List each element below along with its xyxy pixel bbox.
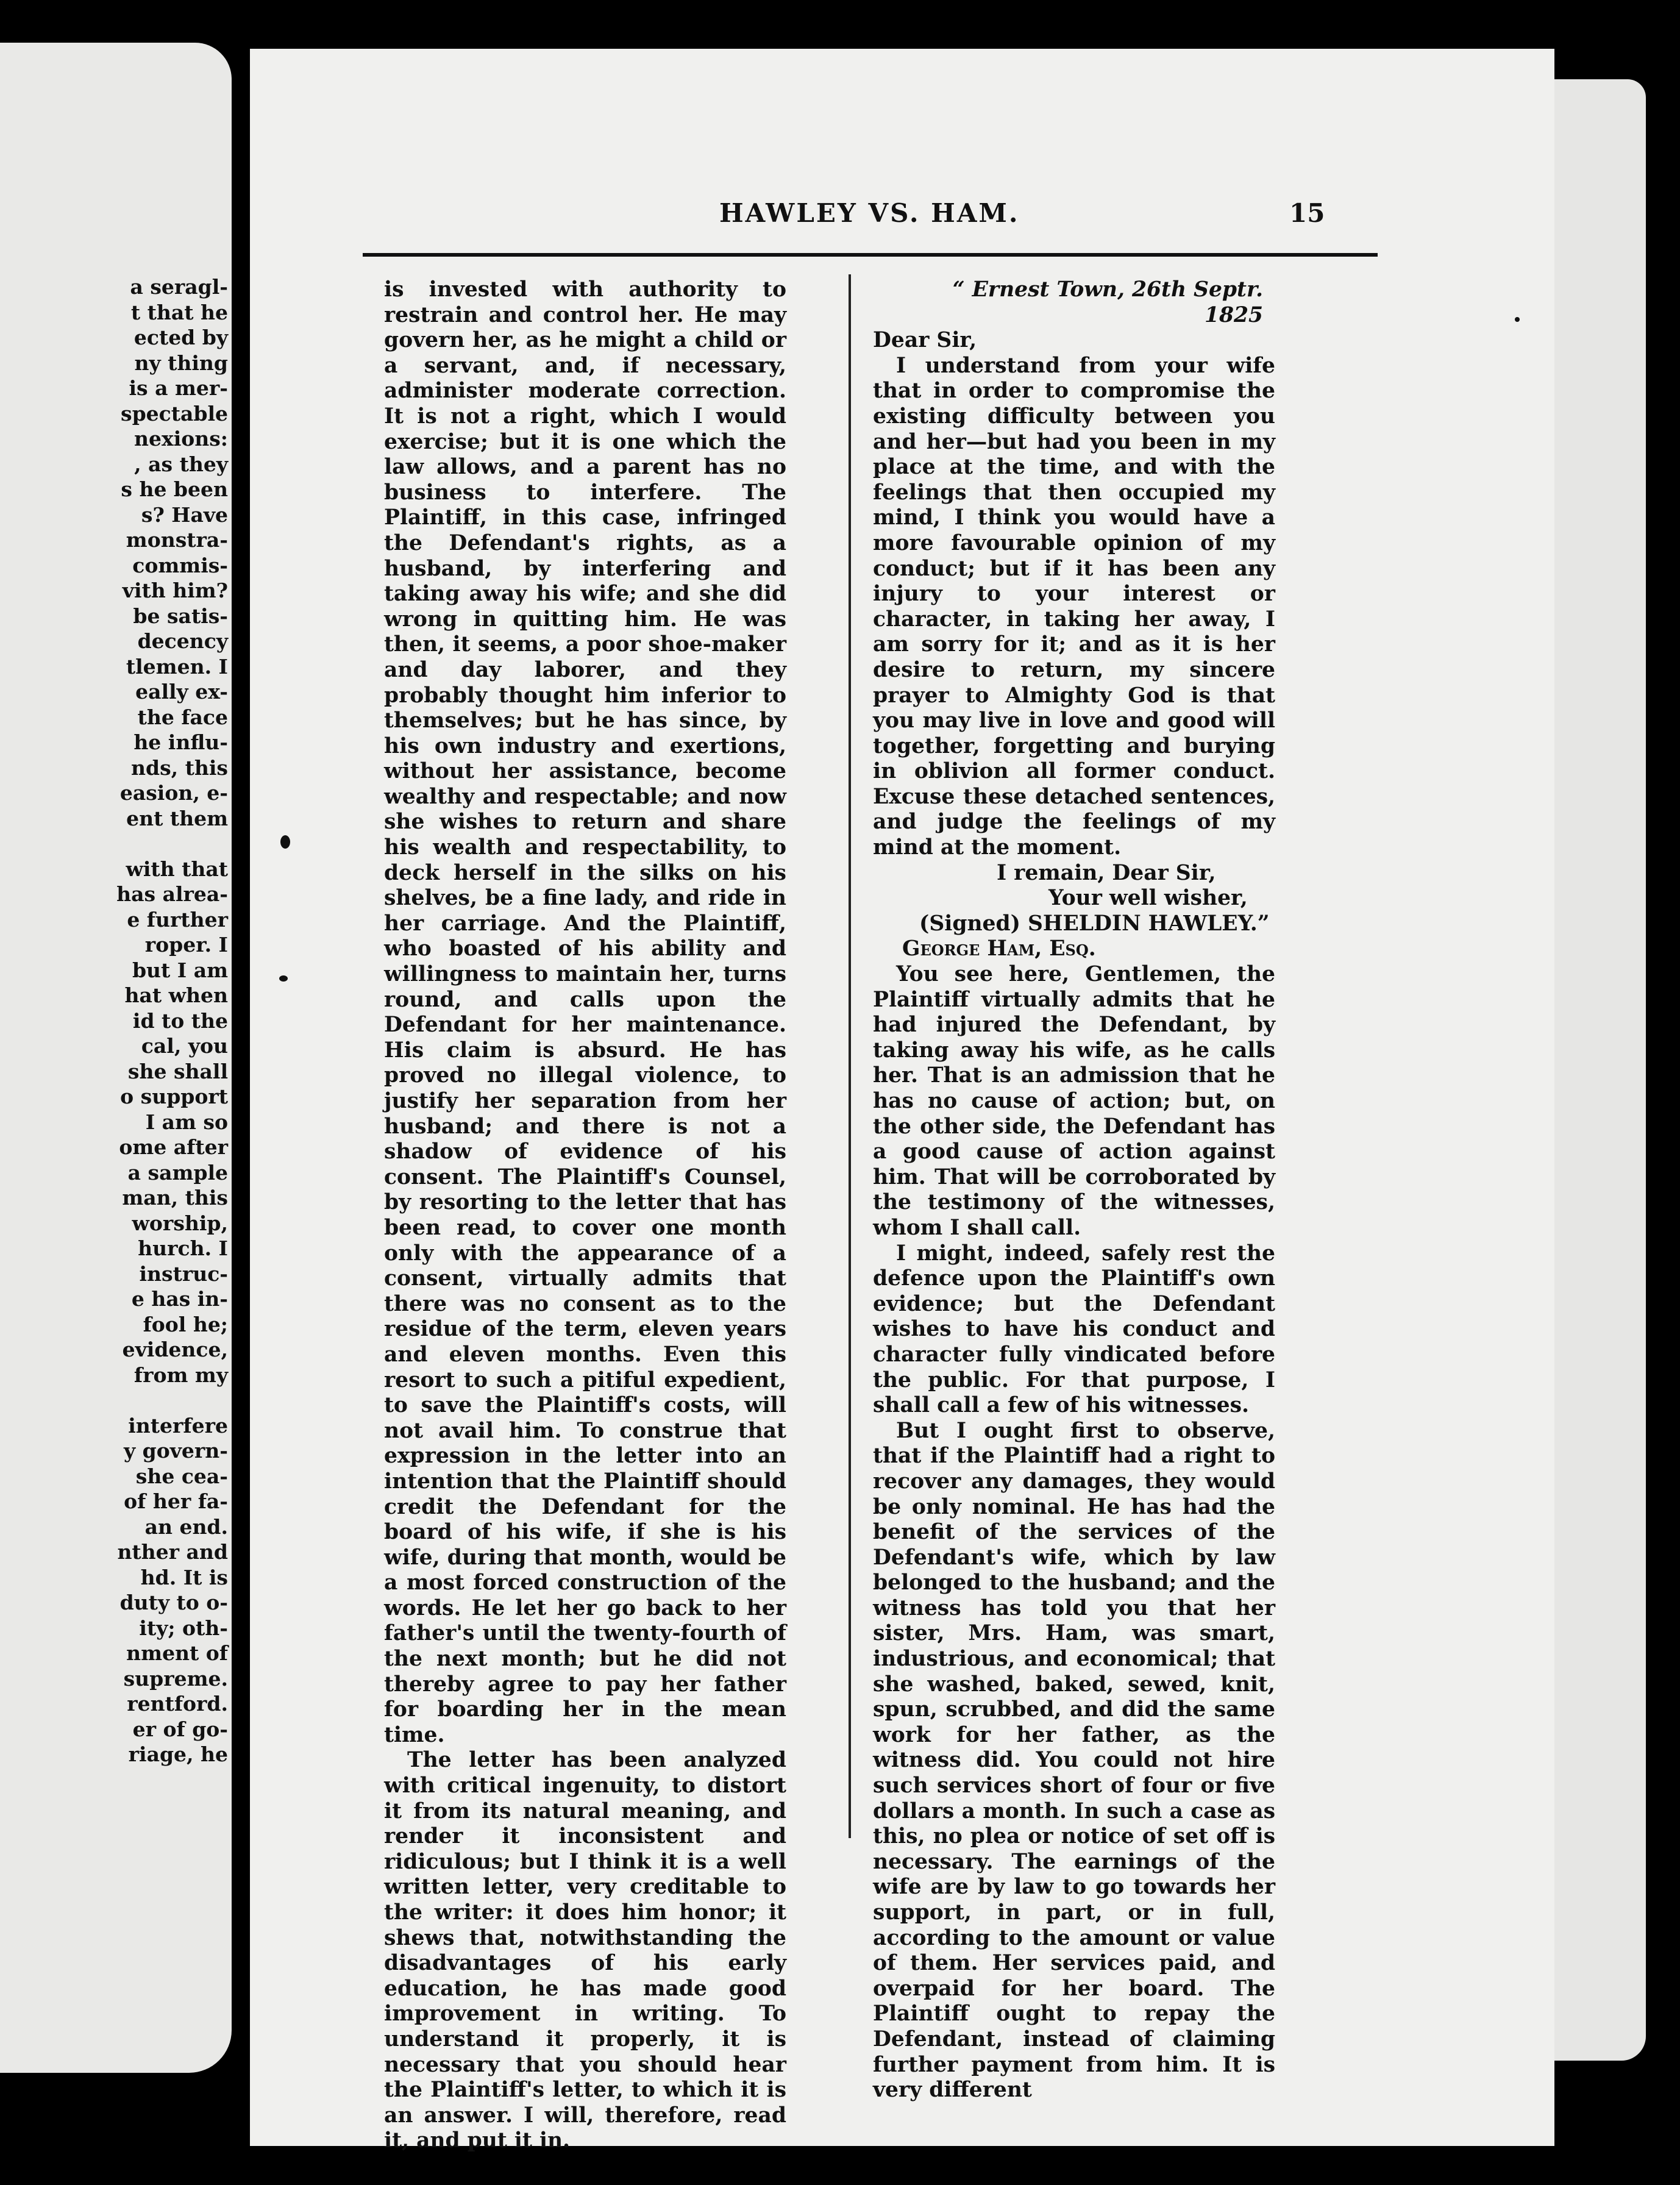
- paragraph: I might, indeed, safely rest the defence upon the Plaintiff's own evidence; but the Defendant wishes to have his conduct and character fully vindicated before the public. For that purpose, I shall call a few of his witnesses.: [873, 1241, 1275, 1418]
- quoted-letter: [873, 277, 1275, 962]
- facing-page-line: cal, you: [141, 1034, 228, 1058]
- facing-page-line: ome after: [119, 1135, 228, 1159]
- paragraph: You see here, Gentlemen, the Plaintiff virtually admits that he had injured the Defendant, by taking away his wife, as he calls her. That is an admission that he has no cause of action; but, on the other side, the Defendant has a good cause of action against him. That will be corroborated by the testimony of the witnesses, whom I shall call.: [873, 962, 1275, 1240]
- facing-page-line: ny thing: [134, 351, 228, 375]
- ink-speck: [279, 975, 288, 982]
- letter-body: I understand from your wife that in order to compromise the existing difficulty between you and her—but had you been in my place at the time, and with the feelings that then occupied my mind, I think you would have a more favourable opinion of my conduct; but if it has been any injury to your interest or character, in taking her away, I am sorry for it; and as it is her desire to return, my sincere prayer to Almighty God is that you may live in love and good will together, forgetting and burying in oblivion all former conduct. Excuse these detached sentences, and judge the feelings of my mind at the moment.: [873, 353, 1275, 860]
- facing-page-line: , as they: [134, 452, 228, 476]
- facing-page-line: e has in-: [131, 1287, 228, 1311]
- facing-page-line: decency: [137, 629, 228, 653]
- facing-page-line: nexions:: [134, 427, 228, 451]
- page-number: 15: [1289, 198, 1325, 228]
- facing-page-line: man, this: [122, 1186, 228, 1210]
- ink-speck: [280, 835, 290, 849]
- facing-page-line: a seragl-: [130, 275, 228, 299]
- letter-closing: I remain, Dear Sir,: [997, 860, 1216, 885]
- facing-page-line: worship,: [132, 1211, 228, 1235]
- facing-page-line: ity; oth-: [139, 1616, 228, 1640]
- running-head: HAWLEY VS. HAM.: [719, 198, 1020, 228]
- facing-page-line: an end.: [144, 1514, 228, 1539]
- letter-date-line: “ Ernest Town, 26th Septr. 1825: [952, 277, 1263, 327]
- facing-page-line: e further: [127, 907, 228, 932]
- facing-page-line: with that: [126, 857, 228, 881]
- facing-page-line: instruc-: [139, 1261, 228, 1286]
- facing-page-line: I am so: [145, 1110, 228, 1134]
- letter-well-wisher: Your well wisher,: [1048, 886, 1248, 911]
- facing-page-line: fool he;: [143, 1312, 228, 1336]
- facing-page-line: s? Have: [141, 502, 228, 527]
- facing-page-line: duty to o-: [119, 1591, 228, 1614]
- facing-page-line: hat when: [124, 983, 228, 1007]
- facing-page-line: but I am: [132, 958, 228, 982]
- facing-page-line: nther and: [117, 1540, 228, 1564]
- facing-page-line: easion, e-: [119, 781, 228, 805]
- facing-page-line: is a mer-: [129, 376, 228, 400]
- facing-page-line: interfere: [128, 1413, 228, 1438]
- facing-page-line: supreme.: [123, 1666, 228, 1691]
- facing-page-line: a sample: [127, 1160, 228, 1185]
- facing-page-line: the face: [137, 705, 228, 729]
- facing-page-line: t that he: [130, 300, 228, 324]
- facing-page-line: o support: [120, 1085, 228, 1108]
- facing-page-fragment: [0, 43, 232, 2073]
- paragraph: The letter has been analyzed with critical ingenuity, to distort it from its natural meaning, and render it inconsistent and ridiculous; but I think it is a well written letter, very creditable to the writer: it does him honor; it shews that, notwithstanding the disadvantages of his early education, he has made good improvement in writing. To understand it properly, it is necessary that you should hear the Plaintiff's letter, to which it is an answer. I will, therefore, read it, and put it in.: [384, 1748, 786, 2153]
- facing-page-line: he influ-: [133, 730, 228, 754]
- facing-page-line: she shall: [127, 1059, 228, 1083]
- facing-page-line: from my: [133, 1363, 228, 1387]
- facing-page-line: riage, he: [128, 1742, 228, 1766]
- facing-page-line: tlemen. I: [126, 654, 228, 679]
- left-column: [384, 277, 786, 2154]
- facing-page-line: monstra-: [126, 528, 228, 552]
- facing-page-line: vith him?: [122, 579, 228, 602]
- header-rule: [363, 253, 1378, 257]
- facing-page-line: id to the: [132, 1008, 228, 1033]
- facing-page-line: rentford.: [127, 1692, 228, 1716]
- facing-page-line: y govern-: [124, 1439, 228, 1463]
- column-divider: [849, 274, 851, 1838]
- facing-page-line: hd. It is: [140, 1565, 228, 1589]
- paragraph: But I ought first to observe, that if the Plaintiff had a right to recover any damages, they would be only nominal. He has had the benefit of the services of the Defendant's wife, which by law belonged to the husband; and the witness has told you that her sister, Mrs. Ham, was smart, industrious, and economical; that she washed, baked, sewed, knit, spun, scrubbed, and did the same work for her father, as the witness did. You could not hire such services short of four or five dollars a month. In such a case as this, no plea or notice of set off is necessary. The earnings of the wife are by law to go towards her support, in part, or in full, according to the amount or value of them. Her services paid, and overpaid for her board. The Plaintiff ought to repay the Defendant, instead of claiming further payment from him. It is very different: [873, 1418, 1275, 2103]
- facing-page-line: spectable: [121, 401, 228, 426]
- facing-page-line: roper. I: [144, 933, 228, 957]
- facing-page-line: nment of: [126, 1641, 228, 1665]
- facing-page-line: ected by: [133, 326, 228, 349]
- book-page: [250, 49, 1554, 2153]
- facing-page-line: has alrea-: [116, 882, 228, 906]
- paragraph: is invested with authority to restrain and control her. He may govern her, as he might a child or a servant, and, if necessary, administer moderate correction. It is not a right, which I would exercise; but it is one which the law allows, and a parent has no business to interfere. The Plaintiff, in this case, infringed the Defendant's rights, as a husband, by interfering and taking away his wife; and she did wrong in quitting him. He was then, it seems, a poor shoe-maker and day laborer, and they probably thought him inferior to themselves; but he has since, by his own industry and exertions, without her assistance, become wealthy and respectable; and now she wishes to return and share his wealth and respectability, to deck herself in the silks on his shelves, be a fine lady, and ride in her carriage. And the Plaintiff, who boasted of his ability and willingness to maintain her, turns round, and calls upon the Defendant for her maintenance. His claim is absurd. He has proved no illegal violence, to justify her separation from her husband; and there is not a shadow of evidence of his consent. The Plaintiff's Counsel, by resorting to the letter that has been read, to cover one month only with the appearance of a consent, virtually admits that there was no consent as to the residue of the term, eleven years and eleven months. Even this resort to such a pitiful expedient, to save the Plaintiff's costs, will not avail him. To construe that expression in the letter into an intention that the Plaintiff should credit the Defendant for the board of his wife, if she is his wife, during that month, would be a most forced construction of the words. He let her go back to her father's until the twenty-fourth of the next month; but he did not thereby agree to pay her father for boarding her in the mean time.: [384, 277, 786, 1747]
- facing-page-line: hurch. I: [138, 1236, 228, 1260]
- letter-addressee: George Ham, Esq.: [902, 936, 1096, 961]
- right-column: [873, 277, 1275, 2103]
- facing-page-line: evidence,: [122, 1338, 228, 1361]
- facing-page-line: nds, this: [131, 755, 228, 780]
- facing-page-line: er of go-: [132, 1717, 228, 1741]
- facing-page-line: she cea-: [135, 1464, 228, 1488]
- facing-page-line: ent them: [126, 806, 228, 830]
- facing-page-line: of her fa-: [124, 1489, 228, 1513]
- facing-page-line: eally ex-: [135, 680, 228, 704]
- page-header: [250, 49, 1554, 268]
- facing-page-line: be satis-: [133, 604, 228, 628]
- facing-page-line: commis-: [132, 553, 228, 577]
- ink-speck: [1515, 317, 1520, 322]
- facing-page-line: s he been: [121, 477, 228, 501]
- letter-signature: (Signed) SHELDIN HAWLEY.”: [919, 911, 1270, 936]
- letter-salutation: Dear Sir,: [873, 328, 977, 353]
